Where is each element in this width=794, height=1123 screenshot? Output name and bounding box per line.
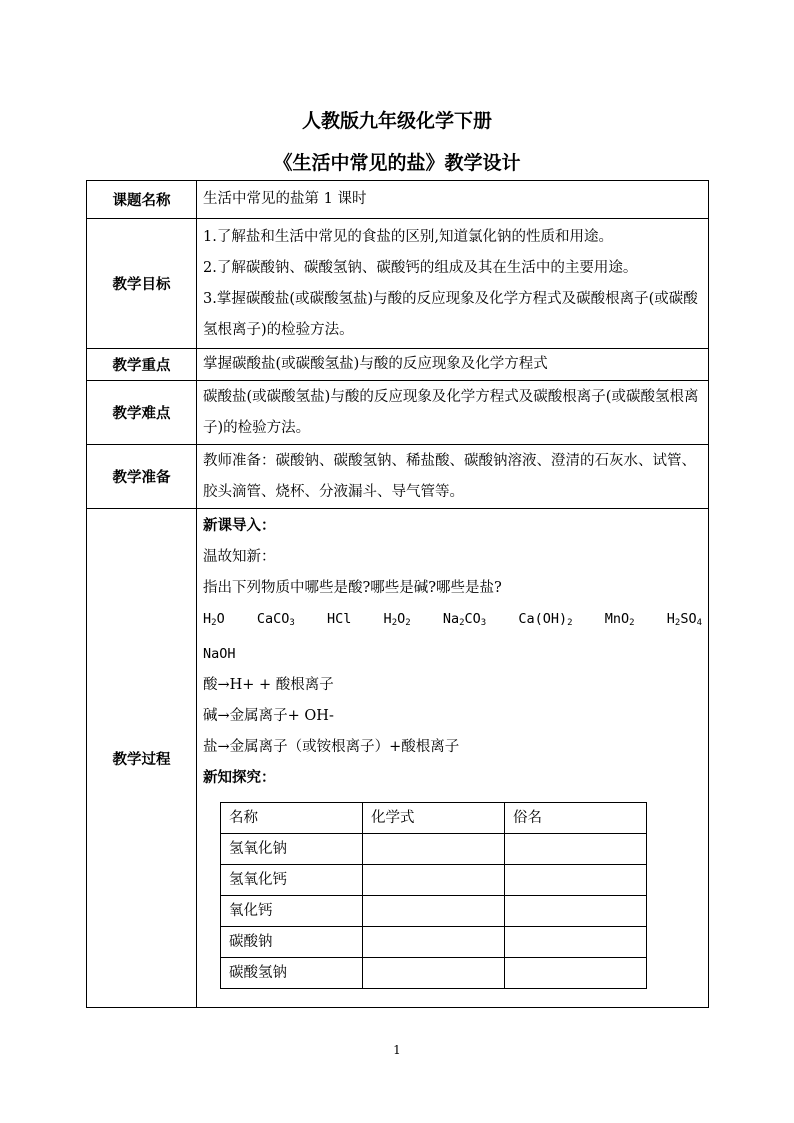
table-row [221, 834, 647, 865]
label-process: 教学过程 [87, 509, 197, 1008]
chemical-formula: $Na_2CO_3$ [442, 611, 487, 628]
cell-name: 氢氧化钠 [221, 834, 363, 865]
document-subtitle: 《生活中常见的盐》教学设计 [273, 152, 521, 174]
header-name: 名称 [221, 803, 363, 834]
salt-definition: 盐→金属离子（或铵根离子）+酸根离子 [203, 739, 460, 755]
header-common-name: 俗名 [505, 803, 647, 834]
cell-common-name [505, 896, 647, 927]
chemical-formula: $H_2SO_4$ [666, 611, 702, 628]
table-row [221, 865, 647, 896]
value-preparation: 教师准备：碳酸钠、碳酸氢钠、稀盐酸、碳酸钠溶液、澄清的石灰水、试管、胶头滴管、烧杯、分液漏斗、导气管等。 [197, 445, 709, 509]
cell-common-name [505, 927, 647, 958]
table-row [221, 896, 647, 927]
chemical-formula: $H_2O_2$ [383, 611, 411, 628]
row-process [87, 509, 709, 1008]
value-goals [197, 219, 709, 349]
formula-naoh: NaOH [203, 646, 236, 662]
cell-name: 氢氧化钙 [221, 865, 363, 896]
question-text: 指出下列物质中哪些是酸?哪些是碱?哪些是盐? [203, 580, 502, 596]
cell-formula [363, 865, 505, 896]
value-key-points: 掌握碳酸盐(或碳酸氢盐)与酸的反应现象及化学方程式 [197, 349, 709, 381]
cell-name: 碳酸钠 [221, 927, 363, 958]
row-preparation [87, 445, 709, 509]
explore-heading: 新知探究： [203, 770, 276, 786]
label-goals: 教学目标 [87, 219, 197, 349]
cell-common-name [505, 865, 647, 896]
cell-common-name [505, 834, 647, 865]
cell-name: 氧化钙 [221, 896, 363, 927]
cell-name: 碳酸氢钠 [221, 958, 363, 989]
goal-item: 1.了解盐和生活中常见的食盐的区别,知道氯化钠的性质和用途。 [203, 228, 613, 245]
acid-definition: 酸→H+ + 酸根离子 [203, 677, 334, 693]
chemical-formula: CaCO$_3$ [256, 611, 295, 628]
row-key-points [87, 349, 709, 381]
cell-formula [363, 834, 505, 865]
cell-formula [363, 958, 505, 989]
chemical-formula: HCl [326, 611, 352, 627]
table-row [221, 927, 647, 958]
review-text: 温故知新： [203, 549, 276, 565]
value-difficulties: 碳酸盐(或碳酸氢盐)与酸的反应现象及化学方程式及碳酸根离子(或碳酸氢根离子)的检验方法。 [197, 381, 709, 445]
chemical-formula: $Ca(OH)_2$ [518, 611, 573, 628]
value-process [197, 509, 709, 1008]
intro-heading: 新课导入： [203, 518, 276, 534]
row-topic [87, 181, 709, 219]
substance-table [220, 802, 647, 989]
chemical-formula: MnO$_2$ [604, 611, 635, 628]
chemical-formula: $H_2O$ [203, 611, 225, 628]
label-topic: 课题名称 [87, 181, 197, 219]
formula-list [203, 604, 702, 639]
substance-table-header [221, 803, 647, 834]
header-formula: 化学式 [363, 803, 505, 834]
row-goals [87, 219, 709, 349]
goal-item: 3.掌握碳酸盐(或碳酸氢盐)与酸的反应现象及化学方程式及碳酸根离子(或碳酸氢根离子)的检验方法。 [203, 290, 698, 338]
cell-common-name [505, 958, 647, 989]
cell-formula [363, 896, 505, 927]
value-topic: 生活中常见的盐第 1 课时 [197, 181, 709, 219]
document-title: 人教版九年级化学下册 [301, 110, 492, 132]
label-difficulties: 教学难点 [87, 381, 197, 445]
goal-item: 2.了解碳酸钠、碳酸氢钠、碳酸钙的组成及其在生活中的主要用途。 [203, 259, 638, 276]
label-preparation: 教学准备 [87, 445, 197, 509]
table-row [221, 958, 647, 989]
page-number: 1 [393, 1043, 401, 1057]
label-key-points: 教学重点 [87, 349, 197, 381]
base-definition: 碱→金属离子+ OH- [203, 708, 334, 724]
lesson-plan-table [86, 180, 709, 1008]
cell-formula [363, 927, 505, 958]
row-difficulties [87, 381, 709, 445]
